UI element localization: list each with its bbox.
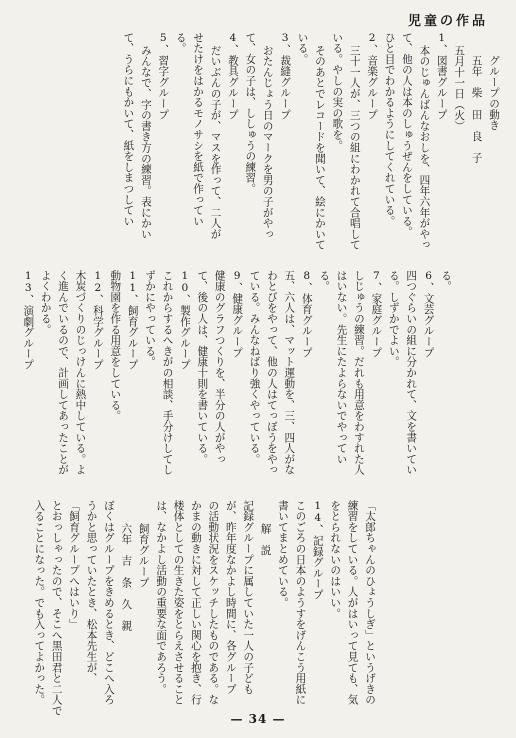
text-line: 五年 柴 田 良 子: [470, 55, 483, 164]
text-line: 健康のグラフつくりを、半分の人がやっ: [213, 270, 226, 465]
text-line: おたんじょう日のマークを男の子がやっ: [261, 44, 274, 240]
text-line: 四つぐらいの組に分かれて、文を書いてい: [405, 270, 418, 476]
text-line: 解 説: [259, 523, 272, 556]
text-line: 5、習字グループ: [157, 32, 170, 120]
text-line: ひと目でわかるようにしてくれている。: [383, 32, 396, 227]
text-line: しじゅうの練習。だれも用意をわすれた人: [352, 270, 365, 476]
text-line: そのあとでレコードを聞いて、絵にかいて: [313, 44, 326, 250]
text-line: 記録グループに属していた一人の子ども: [242, 500, 255, 695]
text-line: て、他の人は本のしゅうぜんをしている。: [400, 32, 413, 238]
text-line: はいない。先生にたよらないでやってい: [335, 270, 348, 465]
text-line: 練習をしている。人がはいって見ても、気: [346, 500, 359, 706]
text-line: ている。みんなねばり強くやっている。: [248, 270, 261, 465]
text-line: ぼくはグループをきめるとき、どこへ入ろ: [102, 500, 115, 706]
text-line: 書いてまとめている。: [276, 500, 289, 608]
text-line: 8、体育グループ: [300, 270, 313, 358]
text-line: 三十一人が、三つの組にわかれて合唱して: [348, 44, 361, 250]
text-line: よくわかる。: [39, 270, 52, 335]
text-line: 10、製作グループ: [178, 270, 191, 370]
text-line: て、後の人は、健康十則を書いている。: [196, 270, 209, 465]
text-line: て、うらにもかいて、紙をしまつしてい: [122, 32, 135, 227]
text-line: 五、六人は、マット運動を、三、四人がな: [283, 270, 296, 476]
text-line: このごろの日本のようすをげんこう用紙に: [294, 500, 307, 706]
text-line: かまの動きに対して正しい関心を抱き、行: [189, 500, 202, 706]
text-line: だいぶんの子が、マスを作って、二人が: [209, 44, 222, 240]
text-line: 11、飼育グループ: [126, 270, 139, 370]
text-line: は、なかよし活動の重要な面であろう。: [155, 500, 168, 695]
lower-section: [30, 500, 378, 716]
text-line: 3、裁縫グループ: [279, 32, 292, 120]
text-line: く進んでいるので、計画してあったことが: [57, 270, 70, 476]
text-line: る。: [318, 270, 331, 292]
text-line: 12、科学グループ: [91, 270, 104, 370]
text-line: が、昨年度なかよし時間に、各グループ: [224, 500, 237, 695]
middle-section: [19, 270, 454, 482]
text-line: 14、記録グループ: [311, 500, 324, 600]
text-line: 木炭づくりのじっけんに熱中している。よ: [74, 270, 87, 476]
text-line: グループの動き: [488, 55, 500, 131]
text-line: 「飼育グループへはいり」: [68, 500, 81, 630]
text-line: 2、音楽グループ: [366, 32, 379, 120]
text-line: 4、教具グループ: [226, 32, 239, 120]
text-line: 9、健康グループ: [231, 270, 244, 358]
text-line: る。しずかでよい。: [387, 270, 400, 368]
text-line: 本のじゅんばんなおしを、四年六年がやっ: [418, 44, 431, 250]
text-line: せたけをはかるモノサシを紙で作ってい: [192, 32, 205, 227]
text-line: いる。やしの実の歌を。: [331, 32, 344, 151]
text-line: うかと思っていたとき、松本先生が、: [85, 500, 98, 684]
text-line: の活動状況をスケッチしたものである。な: [207, 500, 220, 706]
text-line: をとられないのはいい。: [329, 500, 342, 619]
page-header: 児童の作品: [407, 14, 488, 29]
text-line: 五月十一日（火）: [453, 44, 466, 132]
text-line: る。: [440, 270, 452, 292]
text-line: て、女の子は、ししゅうの練習。: [244, 32, 257, 194]
text-line: る。: [174, 32, 187, 54]
text-line: 入ることになった。でも入ってよかった。: [33, 500, 46, 706]
text-line: 13、演劇グループ: [22, 270, 35, 370]
text-line: とおっしゃったので、そこへ黒田君と二人で: [50, 500, 63, 716]
text-line: 7、家庭グループ: [370, 270, 383, 358]
text-line: 1、図書グループ: [435, 32, 448, 120]
text-line: みんなで、字の書き方の練習。表にかい: [139, 44, 152, 240]
text-line: いる。: [296, 32, 309, 65]
text-line: 楼体としての生きた姿をとらえさせること: [172, 500, 185, 706]
text-line: わとびをやって、他の人はてっぼうをやっ: [265, 270, 278, 476]
page-number: — 34 —: [230, 712, 286, 726]
text-line: 6、文芸グループ: [422, 270, 435, 358]
upper-section: [119, 32, 502, 250]
text-line: これからするへきがの相談、手分けしてし: [161, 270, 174, 476]
text-line: 六年 吉 条 久 親: [120, 523, 133, 632]
text-line: 「太郎ちゃんのひょうしぎ」というげきの: [364, 500, 376, 706]
text-line: 飼育グループ: [137, 523, 150, 589]
text-line: ずかにやっている。: [144, 270, 157, 368]
text-line: 動物園を作る用意をしている。: [109, 270, 122, 422]
